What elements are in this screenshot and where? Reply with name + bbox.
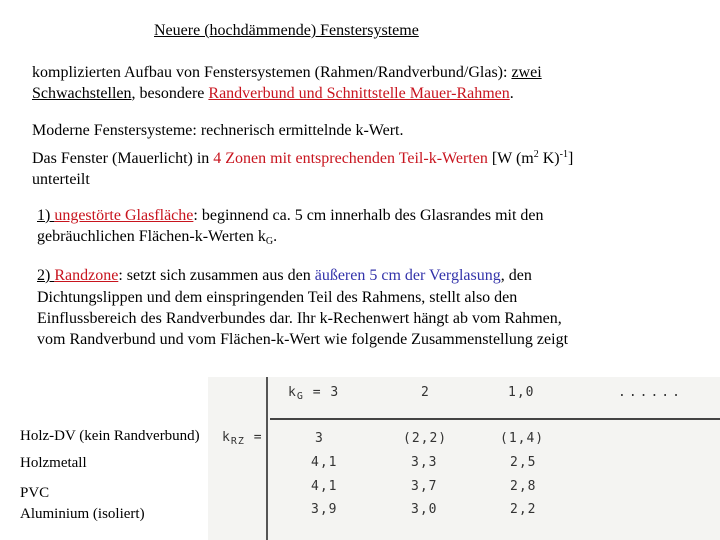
zones-line-1	[32, 148, 573, 169]
zones-unit-c: ]	[567, 150, 574, 167]
k-value-table	[208, 377, 720, 540]
cell-r2-c3: 2,5	[510, 455, 537, 470]
intro-line-1	[32, 62, 542, 83]
kg-eq: = 3	[312, 385, 340, 400]
item2-blue: äußeren 5 cm der Verglasung	[314, 267, 501, 284]
item2-term: Randzone	[54, 267, 119, 284]
zones-unit-sup2: -1	[559, 149, 568, 160]
cell-r2-c2: 3,3	[411, 455, 438, 470]
cell-r4-c3: 2,2	[510, 502, 537, 517]
row-label-pvc: PVC	[20, 485, 50, 501]
table-vertical-line	[266, 377, 268, 540]
row-label-holzmetall: Holzmetall	[20, 455, 87, 471]
cell-r1-c3: (1,4)	[500, 431, 545, 446]
zones-pre: Das Fenster (Mauerlicht) in	[32, 150, 214, 167]
row-label-holz-dv: Holz-DV (kein Randverbund)	[20, 428, 200, 444]
kg-header	[288, 385, 339, 400]
item1-line-1	[37, 205, 544, 226]
item2-line2: Dichtungslippen und dem einspringenden Teil des Rahmens, stellt also den	[37, 289, 518, 306]
item2-text2: , den	[500, 267, 532, 284]
kg-col-2: 1,0	[508, 385, 535, 400]
modern-text: Moderne Fenstersysteme: rechnerisch ermittelnde k-Wert.	[32, 122, 404, 139]
krz-label: k	[222, 430, 231, 445]
kg-label: k	[288, 385, 297, 400]
item2-line-1	[37, 265, 532, 286]
intro-text-2: , besondere	[131, 85, 209, 102]
cell-r1-c1: 3	[315, 431, 324, 446]
item2-colon: :	[118, 267, 123, 284]
zones-line2-text: unterteilt	[32, 171, 90, 188]
zones-line-2	[32, 169, 90, 190]
intro-text-3: .	[509, 85, 514, 102]
krz-sub: RZ	[230, 436, 245, 447]
item2-line-4	[37, 329, 568, 350]
item1-line2: gebräuchlichen Flächen-k-Werten k	[37, 228, 266, 245]
item2-text: setzt sich zusammen aus den	[122, 267, 315, 284]
kg-col-1: 2	[421, 385, 430, 400]
krz-eq: =	[253, 430, 263, 445]
intro-link-randverbund[interactable]: Randverbund und Schnittstelle Mauer-Rahmen	[208, 85, 510, 102]
cell-r4-c2: 3,0	[411, 502, 438, 517]
item1-text: beginnend ca. 5 cm innerhalb des Glasrandes mit den	[197, 207, 544, 224]
title-text: Neuere (hochdämmende) Fenstersysteme	[154, 22, 419, 39]
kg-sub: G	[296, 391, 304, 402]
item1-line-2	[37, 226, 277, 247]
cell-r2-c1: 4,1	[311, 455, 338, 470]
item1-end: .	[273, 228, 278, 245]
zones-mid: mit entsprechenden Teil-k-Werten	[266, 150, 492, 167]
item1-term: ungestörte Glasfläche	[54, 207, 194, 224]
krz-header	[222, 430, 263, 445]
zones-unit-b: K)	[538, 150, 560, 167]
kg-col-3: ......	[618, 385, 683, 400]
intro-text: komplizierten Aufbau von Fenstersystemen (Rahmen/Randverbund/Glas):	[32, 64, 512, 81]
modern-line	[32, 120, 403, 141]
zones-unit-sup1: 2	[533, 149, 539, 160]
table-horizontal-line	[270, 418, 720, 420]
item1-sub: G	[265, 236, 274, 247]
item2-line3: Einflussbereich des Randverbundes dar. Ihr k-Rechenwert hängt ab vom Rahmen,	[37, 310, 562, 327]
zones-count: 4 Zonen	[213, 150, 267, 167]
page-title	[154, 20, 419, 41]
intro-link-zwei[interactable]: zwei	[511, 64, 542, 81]
cell-r3-c3: 2,8	[510, 479, 537, 494]
cell-r3-c1: 4,1	[311, 479, 338, 494]
item1-colon: :	[193, 207, 198, 224]
item2-num: 2)	[37, 267, 55, 284]
item2-line4: vom Randverbund und vom Flächen-k-Wert wie folgende Zusammenstellung zeigt	[37, 331, 569, 348]
cell-r1-c2: (2,2)	[403, 431, 448, 446]
intro-link-schwachstellen[interactable]: Schwachstellen	[32, 85, 132, 102]
cell-r3-c2: 3,7	[411, 479, 438, 494]
item1-num: 1)	[37, 207, 55, 224]
zones-unit-a: [W (m	[491, 150, 534, 167]
row-label-aluminium: Aluminium (isoliert)	[20, 506, 145, 522]
item2-line-3	[37, 308, 562, 329]
item2-line-2	[37, 287, 517, 308]
intro-line-2	[32, 83, 514, 104]
cell-r4-c1: 3,9	[311, 502, 338, 517]
